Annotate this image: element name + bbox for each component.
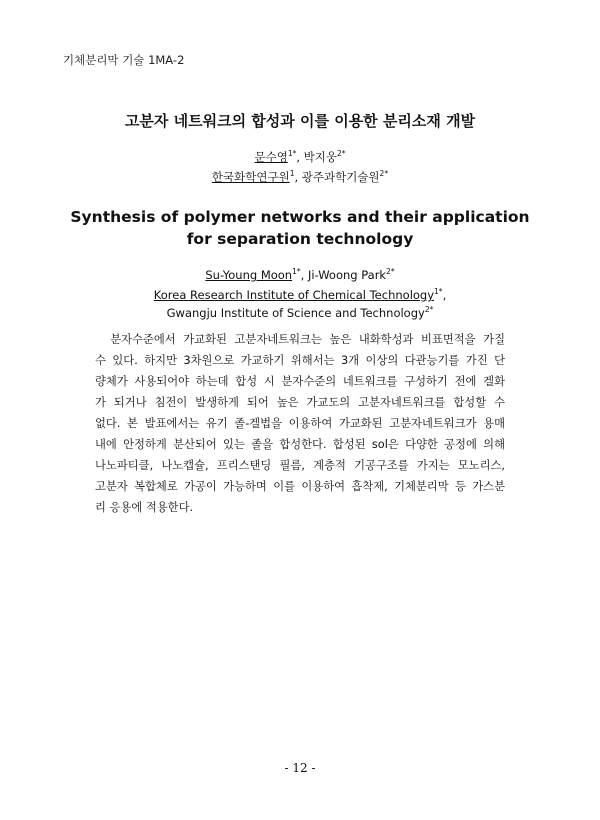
english-title-line-1: Synthesis of polymer networks and their application bbox=[70, 208, 530, 226]
abstract-line: 고분자 복합체로 가공이 가능하며 이를 이용하여 흡착제, 기체분리막 등 가스분 bbox=[95, 480, 505, 493]
author-2-ko-sup: 2* bbox=[336, 149, 346, 159]
abstract bbox=[95, 329, 505, 518]
affil-2-ko-sup: 2* bbox=[379, 169, 389, 179]
abstract-line: 내에 안정하게 분산되어 있는 졸을 합성한다. 합성된 sol은 다양한 공정에 의해 bbox=[95, 438, 505, 451]
english-affiliation-2 bbox=[0, 306, 600, 320]
affil-2-en-sup: 2* bbox=[424, 305, 434, 315]
author-1-ko: 문수영 bbox=[254, 150, 288, 164]
affil-1-en-sup: 1* bbox=[434, 287, 443, 297]
author-2-en-sup: 2* bbox=[386, 267, 395, 277]
abstract-line: 리 응용에 적용한다. bbox=[95, 501, 194, 514]
session-header: 기체분리막 기술 1MA-2 bbox=[63, 53, 185, 67]
english-authors bbox=[0, 268, 600, 282]
author-2-ko: 박지웅 bbox=[303, 150, 337, 164]
abstract-line: 가 되거나 침전이 발생하게 되어 높은 가교도의 고분자네트워크를 합성할 수 bbox=[95, 396, 505, 409]
abstract-line: 량체가 사용되어야 하는데 합성 시 분자수준의 네트워크를 구성하기 전에 겔화 bbox=[95, 375, 505, 388]
korean-authors bbox=[0, 149, 600, 165]
affil-1-en: Korea Research Institute of Chemical Technology bbox=[153, 288, 435, 302]
abstract-line: 수 있다. 하지만 3차원으로 가교하기 위해서는 3개 이상의 다관능기를 가진 단 bbox=[95, 354, 505, 367]
page-number: - 12 - bbox=[284, 761, 316, 775]
affil-1-en-end: , bbox=[442, 288, 447, 302]
author-sep-ko: , bbox=[296, 150, 304, 164]
korean-affiliations bbox=[0, 169, 600, 185]
english-title bbox=[0, 206, 600, 250]
korean-title: 고분자 네트워크의 합성과 이를 이용한 분리소재 개발 bbox=[124, 112, 476, 130]
affil-2-ko: 광주과학기술원 bbox=[301, 170, 380, 184]
author-2-en: , Ji-Woong Park bbox=[300, 268, 387, 282]
abstract-line: 없다. 본 발표에서는 유기 졸-겔법을 이용하여 가교화된 고분자네트워크가 용매 bbox=[95, 417, 505, 430]
author-1-en: Su-Young Moon bbox=[205, 268, 293, 282]
english-affiliation-1 bbox=[0, 288, 600, 302]
english-title-line-2: for separation technology bbox=[186, 230, 414, 248]
affil-1-ko-sup: 1 bbox=[289, 169, 295, 179]
author-1-ko-sup: 1* bbox=[287, 149, 297, 159]
author-1-en-sup: 1* bbox=[292, 267, 301, 277]
abstract-line: 나노파티클, 나노캡슐, 프리스탠딩 필름, 계층적 기공구조를 가지는 모노리스, bbox=[95, 459, 505, 472]
affil-2-en: Gwangju Institute of Science and Technology bbox=[166, 306, 425, 320]
affil-1-ko: 한국화학연구원 bbox=[211, 170, 290, 184]
abstract-line: 분자수준에서 가교화된 고분자네트워크는 높은 내화학성과 비표면적을 가질 bbox=[95, 333, 505, 346]
affil-sep-ko: , bbox=[294, 170, 302, 184]
